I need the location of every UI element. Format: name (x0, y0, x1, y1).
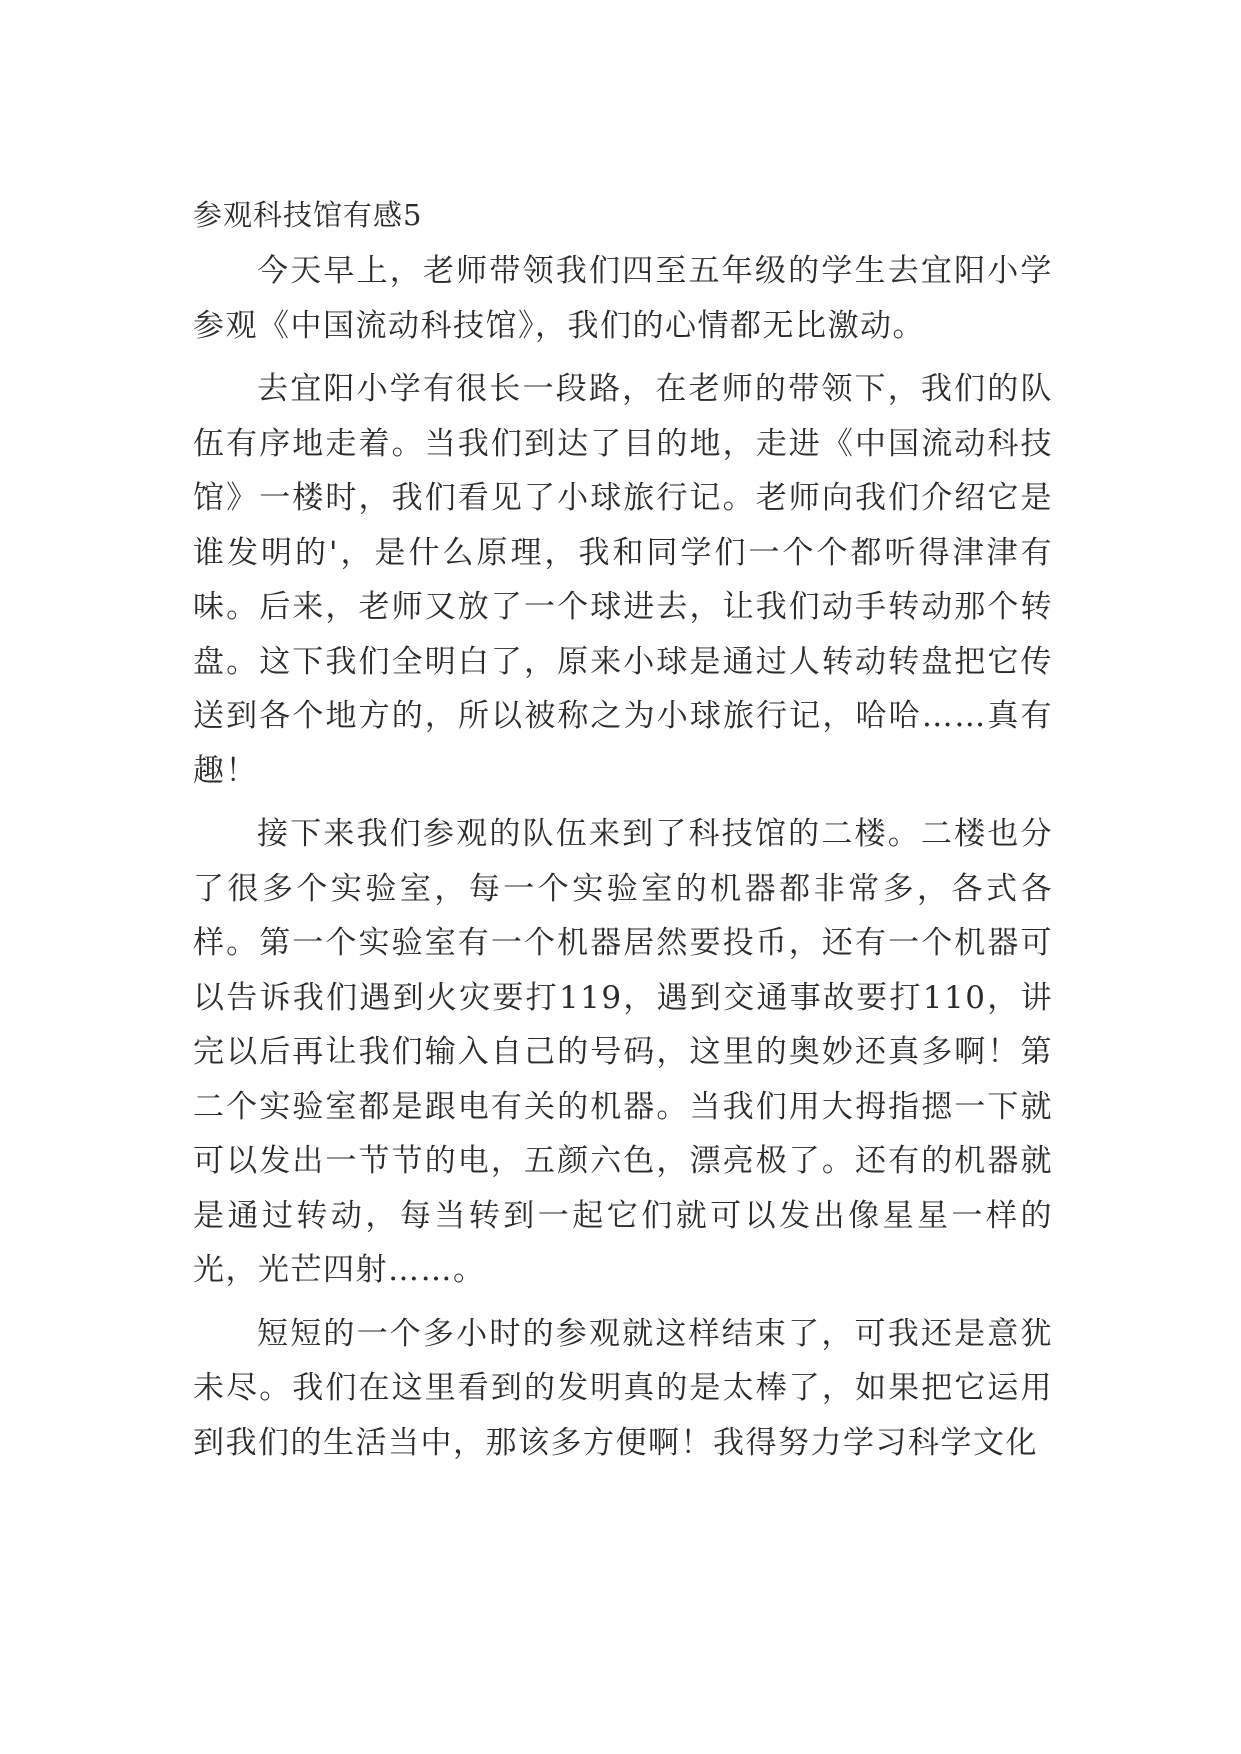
paragraph-first-floor: 去宜阳小学有很长一段路，在老师的带领下，我们的队伍有序地走着。当我们到达了目的地，走进《中国流动科技馆》一楼时，我们看见了小球旅行记。老师向我们介绍它是谁发明的'，是什么原理，我和同学们一个个都听得津津有味。后来，老师又放了一个球进去，让我们动手转动那个转盘。这下我们全明白了，原来小球是通过人转动转盘把它传送到各个地方的，所以被称之为小球旅行记，哈哈……真有趣！ (193, 371, 1053, 789)
paragraph-intro: 今天早上，老师带领我们四至五年级的学生去宜阳小学参观《中国流动科技馆》，我们的心情都无比激动。 (193, 253, 1053, 344)
paragraph-conclusion: 短短的一个多小时的参观就这样结束了，可我还是意犹未尽。我们在这里看到的发明真的是太棒了，如果把它运用到我们的生活当中，那该多方便啊！我得努力学习科学文化 (193, 1315, 1053, 1461)
paragraph-second-floor: 接下来我们参观的队伍来到了科技馆的二楼。二楼也分了很多个实验室，每一个实验室的机器都非常多，各式各样。第一个实验室有一个机器居然要投币，还有一个机器可以告诉我们遇到火灾要打119，遇到交通事故要打110，讲完以后再让我们输入自己的号码，这里的奥妙还真多啊！第二个实验室都是跟电有关的机器。当我们用大拇指摁一下就可以发出一节节的电，五颜六色，漂亮极了。还有的机器就是通过转动，每当转到一起它们就可以发出像星星一样的光，光芒四射……。 (193, 816, 1053, 1288)
document-title: 参观科技馆有感5 (193, 198, 423, 232)
document-body (193, 188, 1053, 1479)
